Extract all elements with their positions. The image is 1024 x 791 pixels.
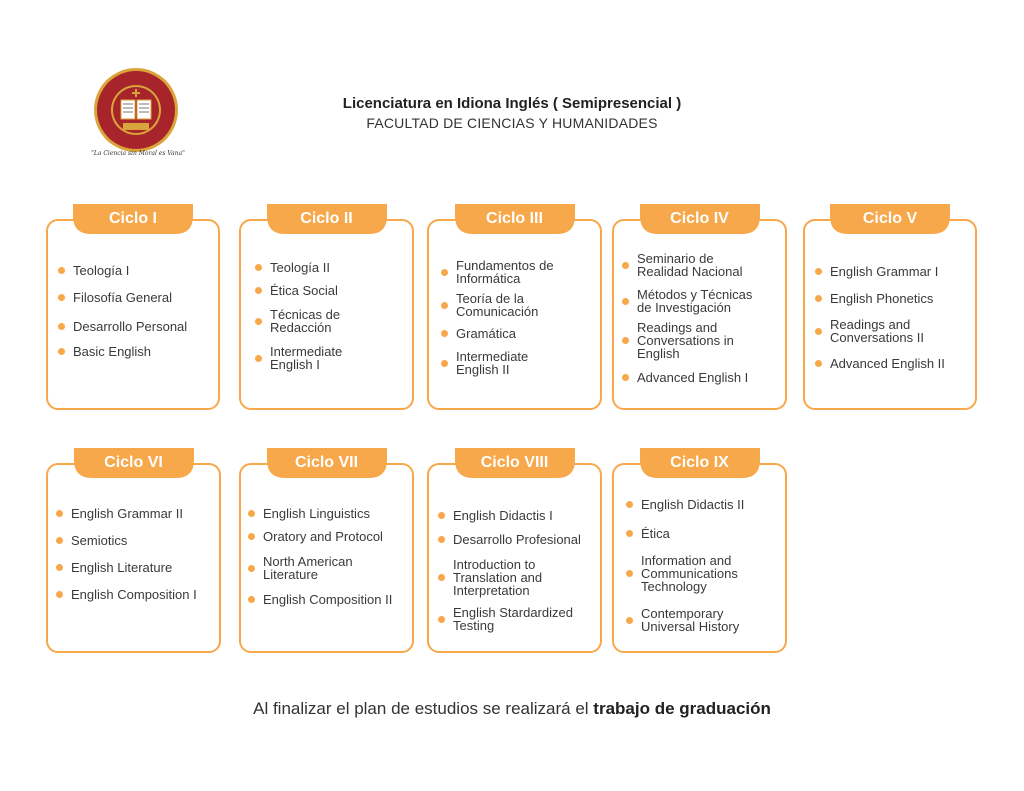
course-name: Advanced English II bbox=[830, 356, 945, 371]
course-item bbox=[626, 607, 739, 633]
course-item bbox=[56, 588, 197, 601]
ciclo-title: Ciclo IV bbox=[670, 210, 729, 227]
course-list bbox=[48, 465, 219, 651]
course-item bbox=[248, 555, 353, 581]
ciclo-card-5 bbox=[803, 210, 977, 410]
course-name: English Composition II bbox=[263, 592, 393, 607]
bullet-dot-icon bbox=[815, 295, 822, 302]
course-item bbox=[622, 288, 752, 314]
course-item bbox=[56, 561, 172, 574]
course-item bbox=[58, 345, 151, 358]
course-item bbox=[255, 261, 330, 274]
ciclo-card-8 bbox=[427, 454, 602, 653]
course-name: Teología II bbox=[270, 260, 330, 275]
course-item bbox=[441, 292, 538, 318]
graduation-note-text: Al finalizar el plan de estudios se realizará el bbox=[253, 699, 594, 718]
course-item bbox=[438, 606, 573, 632]
course-name: Desarrollo Personal bbox=[73, 319, 188, 334]
bullet-dot-icon bbox=[248, 596, 255, 603]
course-list bbox=[241, 221, 412, 408]
ciclo-card-9 bbox=[612, 454, 787, 653]
bullet-dot-icon bbox=[626, 530, 633, 537]
graduation-note bbox=[0, 699, 1024, 719]
bullet-dot-icon bbox=[58, 348, 65, 355]
bullet-dot-icon bbox=[248, 533, 255, 540]
course-item bbox=[622, 252, 743, 278]
bullet-dot-icon bbox=[441, 330, 448, 337]
page-subtitle: FACULTAD DE CIENCIAS Y HUMANIDADES bbox=[366, 115, 658, 131]
course-item bbox=[438, 558, 542, 597]
bullet-dot-icon bbox=[56, 564, 63, 571]
bullet-dot-icon bbox=[815, 328, 822, 335]
course-item bbox=[441, 327, 516, 340]
course-name: English Linguistics bbox=[263, 506, 370, 521]
bullet-dot-icon bbox=[438, 616, 445, 623]
course-name: Gramática bbox=[456, 326, 516, 341]
course-item bbox=[815, 357, 945, 370]
bullet-dot-icon bbox=[438, 512, 445, 519]
ciclo-title: Ciclo IX bbox=[670, 454, 729, 471]
course-name: Intermediate English I bbox=[270, 344, 343, 372]
course-item bbox=[255, 284, 338, 297]
bullet-dot-icon bbox=[622, 262, 629, 269]
bullet-dot-icon bbox=[438, 574, 445, 581]
course-name: Teoría de la Comunicación bbox=[456, 291, 539, 319]
ciclo-card-7 bbox=[239, 454, 414, 653]
course-name: Técnicas de Redacción bbox=[270, 307, 341, 335]
course-name: Ética Social bbox=[270, 283, 338, 298]
bullet-dot-icon bbox=[622, 374, 629, 381]
course-list bbox=[614, 465, 785, 651]
course-name: English Literature bbox=[71, 560, 173, 575]
course-item bbox=[255, 308, 340, 334]
ciclo-card-6 bbox=[46, 454, 221, 653]
bullet-dot-icon bbox=[441, 360, 448, 367]
graduation-note-emphasis: trabajo de graduación bbox=[593, 699, 771, 718]
course-name: Seminario de Realidad Nacional bbox=[637, 251, 743, 279]
course-item bbox=[248, 530, 383, 543]
ciclo-title: Ciclo I bbox=[108, 210, 157, 227]
bullet-dot-icon bbox=[441, 302, 448, 309]
bullet-dot-icon bbox=[56, 537, 63, 544]
bullet-dot-icon bbox=[441, 269, 448, 276]
course-name: Métodos y Técnicas de Investigación bbox=[637, 287, 753, 315]
bullet-dot-icon bbox=[626, 617, 633, 624]
course-list bbox=[241, 465, 412, 651]
course-item bbox=[58, 264, 129, 277]
bullet-dot-icon bbox=[626, 501, 633, 508]
ciclo-card-3 bbox=[427, 210, 602, 410]
bullet-dot-icon bbox=[815, 268, 822, 275]
course-list bbox=[48, 221, 218, 408]
bullet-dot-icon bbox=[248, 565, 255, 572]
course-item bbox=[58, 291, 172, 304]
ciclo-card-4 bbox=[612, 210, 787, 410]
course-item bbox=[622, 371, 748, 384]
university-motto: "La Ciencia sin Moral es Vana" bbox=[91, 150, 185, 157]
course-item bbox=[255, 345, 342, 371]
course-item bbox=[438, 509, 553, 522]
ciclo-title: Ciclo III bbox=[486, 210, 543, 227]
course-item bbox=[622, 321, 734, 360]
course-name: Ética bbox=[641, 526, 670, 541]
course-item bbox=[626, 554, 738, 593]
course-item bbox=[626, 498, 744, 511]
course-name: Filosofía General bbox=[73, 290, 172, 305]
course-item bbox=[626, 527, 670, 540]
course-item bbox=[248, 507, 370, 520]
course-list bbox=[805, 221, 975, 408]
course-name: English Grammar I bbox=[830, 264, 939, 279]
course-item bbox=[438, 533, 581, 546]
bullet-dot-icon bbox=[438, 536, 445, 543]
course-list bbox=[429, 465, 600, 651]
ciclo-card-2 bbox=[239, 210, 414, 410]
course-item bbox=[815, 265, 938, 278]
course-item bbox=[248, 593, 392, 606]
course-name: Basic English bbox=[73, 344, 152, 359]
course-name: Semiotics bbox=[71, 533, 128, 548]
bullet-dot-icon bbox=[626, 570, 633, 577]
bullet-dot-icon bbox=[815, 360, 822, 367]
bullet-dot-icon bbox=[58, 294, 65, 301]
course-name: Readings and Conversations II bbox=[830, 317, 924, 345]
course-item bbox=[441, 259, 554, 285]
course-name: English Composition I bbox=[71, 587, 197, 602]
course-name: Introduction to Translation and Interpretation bbox=[453, 557, 543, 598]
ciclo-title: Ciclo VI bbox=[104, 454, 163, 471]
course-name: Teología I bbox=[73, 263, 130, 278]
course-item bbox=[56, 534, 127, 547]
bullet-dot-icon bbox=[58, 323, 65, 330]
page-title: Licenciatura en Idiona Inglés ( Semipresencial ) bbox=[342, 95, 682, 112]
bullet-dot-icon bbox=[58, 267, 65, 274]
course-name: English Phonetics bbox=[830, 291, 934, 306]
course-item bbox=[58, 320, 187, 333]
bullet-dot-icon bbox=[622, 337, 629, 344]
course-list bbox=[429, 221, 600, 408]
course-name: Fundamentos de Informática bbox=[456, 258, 554, 286]
course-name: Readings and Conversations in English bbox=[637, 320, 734, 361]
bullet-dot-icon bbox=[255, 355, 262, 362]
course-name: Information and Communications Technology bbox=[641, 553, 738, 594]
course-name: Advanced English I bbox=[637, 370, 749, 385]
bullet-dot-icon bbox=[255, 287, 262, 294]
course-name: North American Literature bbox=[263, 554, 353, 582]
bullet-dot-icon bbox=[56, 591, 63, 598]
ciclo-title: Ciclo VII bbox=[294, 454, 359, 471]
course-name: English Didactis I bbox=[453, 508, 553, 523]
course-name: English Grammar II bbox=[71, 506, 183, 521]
ciclo-card-1 bbox=[46, 210, 220, 410]
course-name: Oratory and Protocol bbox=[263, 529, 383, 544]
ciclo-title: Ciclo II bbox=[300, 210, 353, 227]
course-name: Desarrollo Profesional bbox=[453, 532, 581, 547]
course-name: English Didactis II bbox=[641, 497, 745, 512]
course-name: Contemporary Universal History bbox=[641, 606, 740, 634]
course-item bbox=[441, 350, 528, 376]
bullet-dot-icon bbox=[622, 298, 629, 305]
course-list bbox=[614, 221, 785, 408]
course-name: English Stardardized Testing bbox=[453, 605, 573, 633]
bullet-dot-icon bbox=[248, 510, 255, 517]
bullet-dot-icon bbox=[255, 318, 262, 325]
course-item bbox=[815, 292, 933, 305]
bullet-dot-icon bbox=[56, 510, 63, 517]
ciclo-title: Ciclo VIII bbox=[480, 454, 549, 471]
course-item bbox=[815, 318, 924, 344]
bullet-dot-icon bbox=[255, 264, 262, 271]
course-item bbox=[56, 507, 183, 520]
course-name: Intermediate English II bbox=[456, 349, 529, 377]
ciclo-title: Ciclo V bbox=[862, 210, 918, 227]
